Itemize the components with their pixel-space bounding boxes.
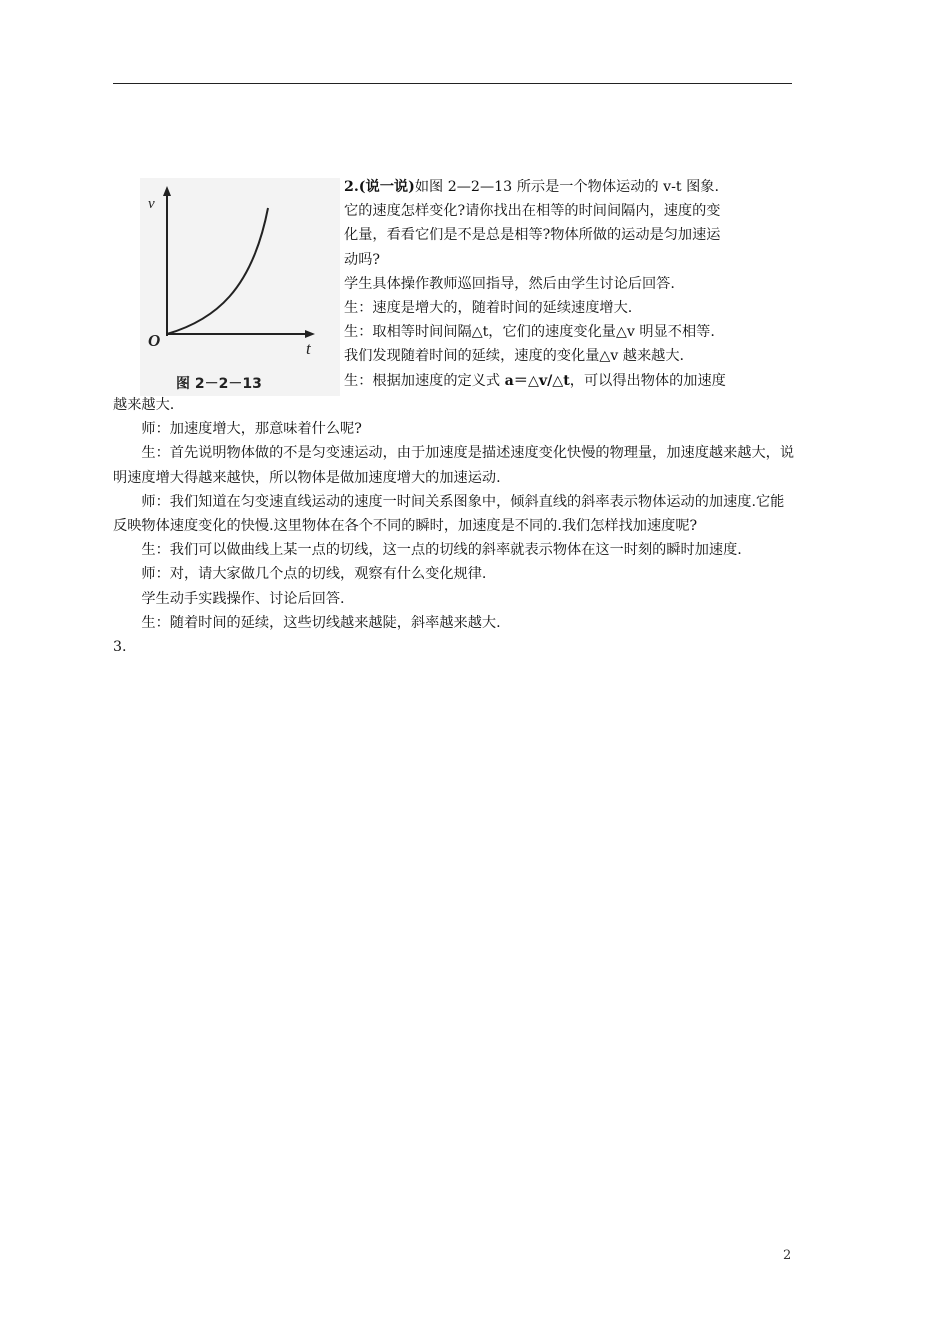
x-axis-label: t [306,339,311,358]
figure-background [140,178,340,396]
paragraph-7: 生：随着时间的延续，这些切线越来越陡，斜率越来越大. [141,614,501,631]
line9-pre: 生：根据加速度的定义式 [344,372,505,389]
intro-line-8: 我们发现随着时间的延续，速度的变化量△v 越来越大. [344,348,685,365]
intro-line-4: 动吗? [344,251,380,268]
intro-line-7: 生：取相等时间间隔△t，它们的速度变化量△v 明显不相等. [344,324,715,341]
intro-line-5: 学生具体操作教师巡回指导，然后由学生讨论后回答. [344,275,675,292]
paragraph-4: 生：我们可以做曲线上某一点的切线，这一点的切线的斜率就表示物体在这一时刻的瞬时加速度. [141,542,742,559]
line9-post: ，可以得出物体的加速度 [569,372,726,389]
page-number: 2 [783,1248,792,1263]
paragraph-6: 学生动手实践操作、讨论后回答. [141,590,345,607]
paragraph-1: 师：加速度增大，那意味着什么呢? [141,421,362,438]
vt-graph-figure [140,178,340,396]
body-continuation: 越来越大. [113,397,175,413]
intro-line-2: 它的速度怎样变化?请你找出在相等的时间间隔内，速度的变 [344,203,721,220]
intro-line-3: 化量，看看它们是不是总是相等?物体所做的运动是匀加速运 [344,227,721,244]
paragraph-5: 师：对，请大家做几个点的切线，观察有什么变化规律. [141,566,487,583]
figure-caption: 图 2－2－13 [176,376,262,392]
intro-line-1 [344,175,794,199]
paragraph-3: 师：我们知道在匀变速直线运动的速度一时间关系图象中，倾斜直线的斜率表示物体运动的加速度.它能反映物体速度变化的快慢.这里物体在各个不同的瞬时，加速度是不同的.我们怎样找加速度呢? [113,493,785,535]
vt-graph [140,178,340,396]
paragraph-8: 3. [113,639,127,656]
intro-line-6: 生：速度是增大的，随着时间的延续速度增大. [344,300,633,317]
y-axis-label: v [148,196,155,212]
intro-line-9 [344,369,794,393]
question-label: 2.(说一说) [344,179,415,195]
header-rule [113,83,792,84]
paragraph-2: 生：首先说明物体做的不是匀变速运动，由于加速度是描述速度变化快慢的物理量，加速度越来越大，说明速度增大得越来越快，所以物体是做加速度增大的加速运动. [113,445,795,486]
origin-label: O [148,331,161,350]
question-text: 如图 2—2—13 所示是一个物体运动的 v-t 图象. [414,179,719,195]
body-text [113,393,795,659]
acceleration-formula: a＝△v/△t [504,372,570,389]
intro-text [344,175,794,393]
